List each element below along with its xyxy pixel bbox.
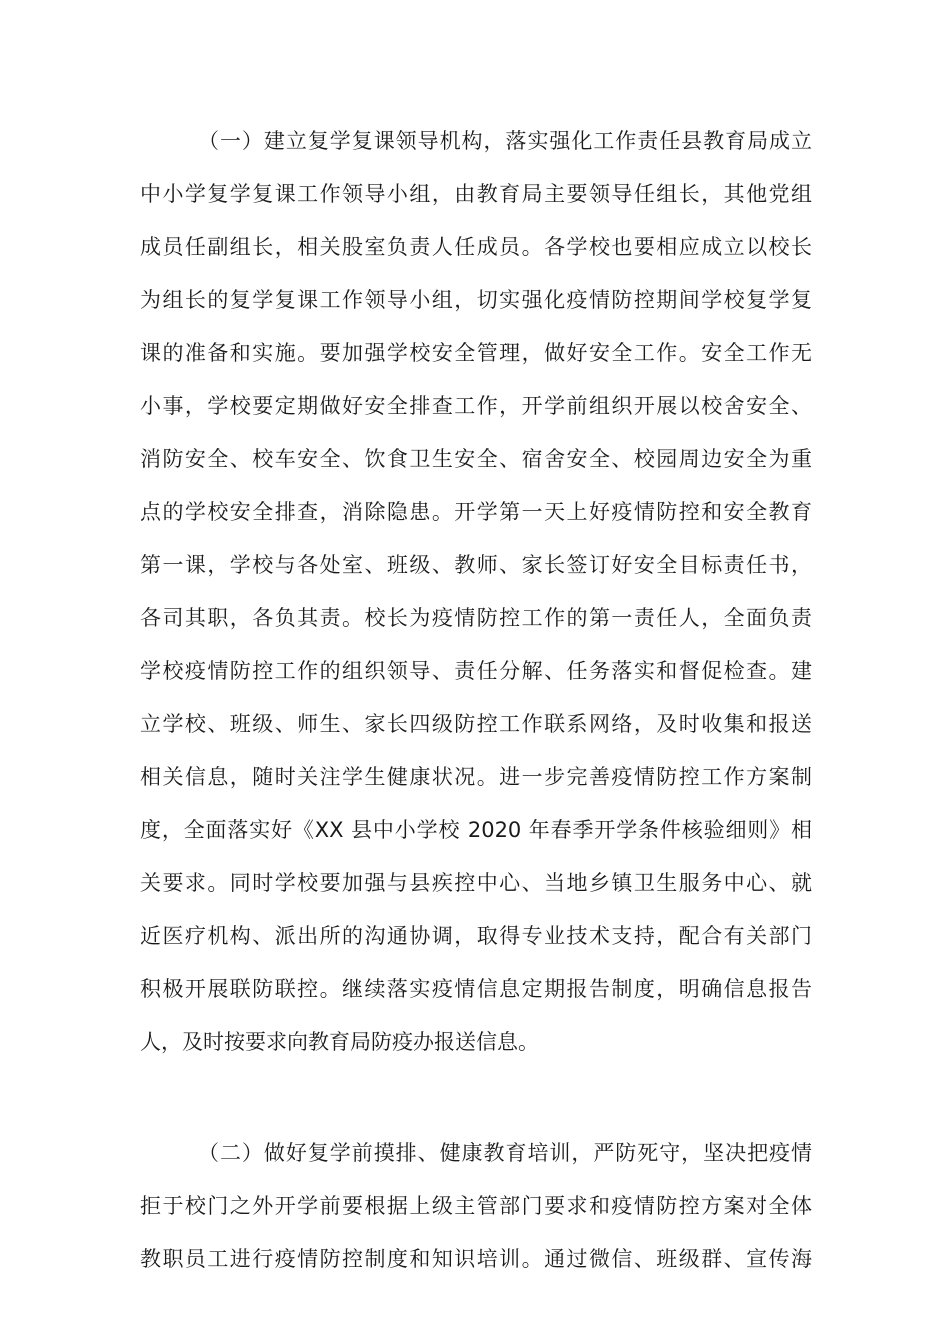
paragraph-1-line-6: 小事，学校要定期做好安全排查工作，开学前组织开展以校舍安全、 (140, 394, 812, 418)
paragraph-1-line-2: 中小学复学复课工作领导小组，由教育局主要领导任组长，其他党组 (140, 182, 812, 206)
paragraph-1-line-4: 为组长的复学复课工作领导小组，切实强化疫情防控期间学校复学复 (140, 288, 812, 312)
paragraph-1-line-5: 课的准备和实施。要加强学校安全管理，做好安全工作。安全工作无 (140, 341, 812, 365)
paragraph-1-line-18: 人，及时按要求向教育局防疫办报送信息。 (140, 1030, 539, 1054)
paragraph-1-line-3: 成员任副组长，相关股室负责人任成员。各学校也要相应成立以校长 (140, 235, 812, 259)
paragraph-1-line-7: 消防安全、校车安全、饮食卫生安全、宿舍安全、校园周边安全为重 (140, 447, 812, 471)
paragraph-1-line-13: 相关信息，随时关注学生健康状况。进一步完善疫情防控工作方案制 (140, 765, 812, 789)
paragraph-1-line-10: 各司其职，各负其责。校长为疫情防控工作的第一责任人，全面负责 (140, 606, 812, 630)
paragraph-2-line-1: （二）做好复学前摸排、健康教育培训，严防死守，坚决把疫情 (198, 1141, 812, 1165)
paragraph-2-line-3: 教职员工进行疫情防控制度和知识培训。通过微信、班级群、宣传海 (140, 1247, 812, 1271)
paragraph-1-line-1: （一）建立复学复课领导机构，落实强化工作责任县教育局成立 (198, 129, 812, 153)
paragraph-1-line-14: 度，全面落实好《XX 县中小学校 2020 年春季开学条件核验细则》相 (140, 818, 812, 842)
paragraph-1-line-15: 关要求。同时学校要加强与县疾控中心、当地乡镇卫生服务中心、就 (140, 871, 812, 895)
paragraph-2-line-2: 拒于校门之外开学前要根据上级主管部门要求和疫情防控方案对全体 (140, 1194, 812, 1218)
paragraph-1-line-9: 第一课，学校与各处室、班级、教师、家长签订好安全目标责任书， (140, 553, 812, 577)
paragraph-1-line-8: 点的学校安全排查，消除隐患。开学第一天上好疫情防控和安全教育 (140, 500, 812, 524)
paragraph-1-line-17: 积极开展联防联控。继续落实疫情信息定期报告制度，明确信息报告 (140, 977, 812, 1001)
paragraph-1-line-11: 学校疫情防控工作的组织领导、责任分解、任务落实和督促检查。建 (140, 659, 812, 683)
paragraph-1-line-12: 立学校、班级、师生、家长四级防控工作联系网络，及时收集和报送 (140, 712, 812, 736)
paragraph-1-line-16: 近医疗机构、派出所的沟通协调，取得专业技术支持，配合有关部门 (140, 924, 812, 948)
